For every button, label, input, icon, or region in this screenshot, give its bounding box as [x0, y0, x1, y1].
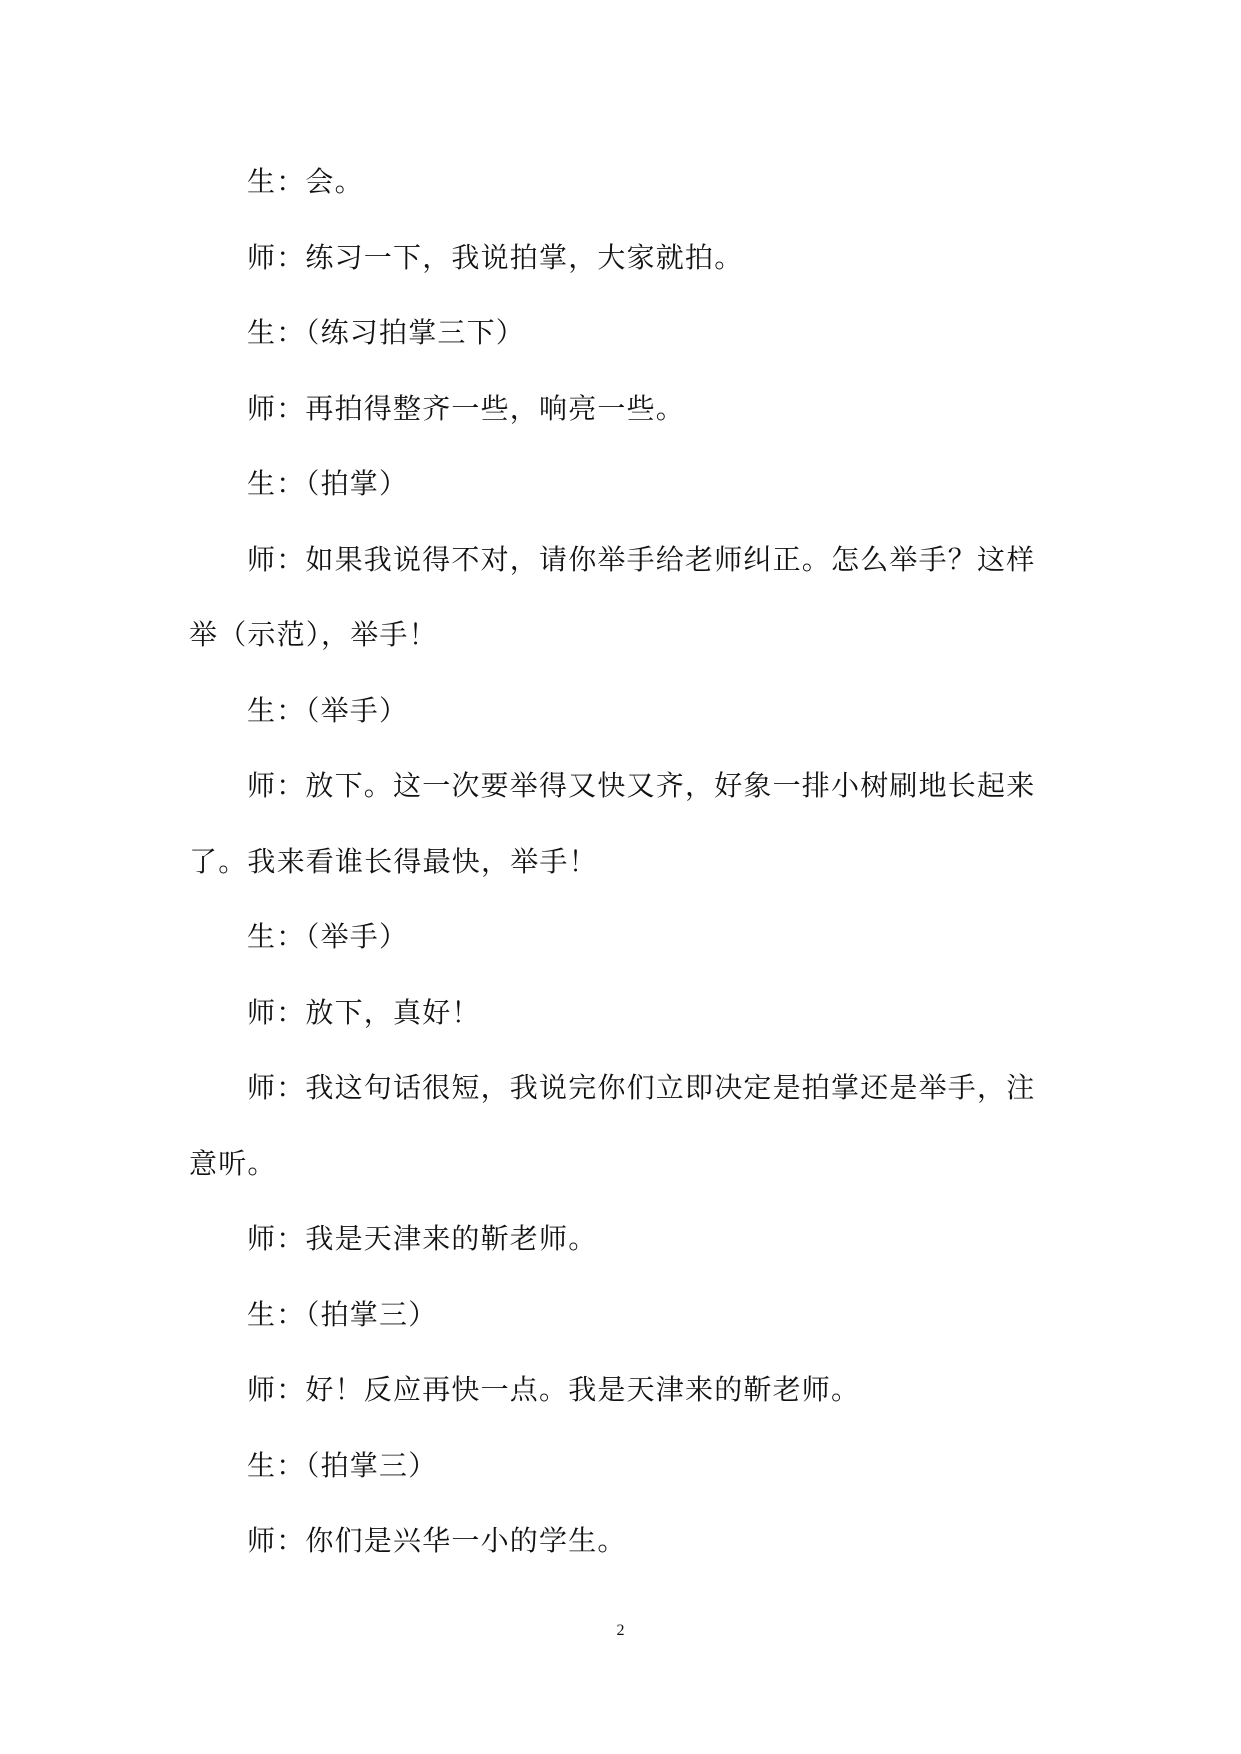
dialogue-paragraph: 生：（举手） [247, 693, 409, 727]
dialogue-paragraph: 师：再拍得整齐一些，响亮一些。 [247, 391, 686, 425]
dialogue-paragraph: 师：放下，真好！ [247, 995, 481, 1029]
dialogue-paragraph: 师：练习一下，我说拍掌，大家就拍。 [247, 240, 744, 274]
dialogue-paragraph: 生：会。 [247, 165, 364, 198]
dialogue-paragraph: 师：我是天津来的靳老师。 [247, 1222, 598, 1255]
dialogue-paragraph: 生：（举手） [247, 920, 409, 953]
dialogue-paragraph: 师：放下。这一次要举得又快又齐，好象一排小树刷地长起来了。我来看谁长得最快，举手！ [189, 769, 1036, 878]
dialogue-paragraph: 生：（拍掌） [247, 467, 409, 500]
dialogue-paragraph: 生：（拍掌三） [247, 1297, 438, 1331]
dialogue-paragraph: 生：（练习拍掌三下） [247, 316, 526, 349]
dialogue-paragraph: 师：我这句话很短，我说完你们立即决定是拍掌还是举手，注意听。 [189, 1071, 1036, 1180]
dialogue-paragraph: 师：你们是兴华一小的学生。 [247, 1524, 627, 1557]
dialogue-body [189, 144, 1057, 1579]
page-number: 2 [616, 1622, 625, 1639]
dialogue-paragraph: 师：如果我说得不对，请你举手给老师纠正。怎么举手？这样举（示范），举手！ [189, 542, 1036, 651]
dialogue-paragraph: 生：（拍掌三） [247, 1448, 438, 1482]
dialogue-paragraph: 师：好！反应再快一点。我是天津来的靳老师。 [247, 1373, 861, 1406]
